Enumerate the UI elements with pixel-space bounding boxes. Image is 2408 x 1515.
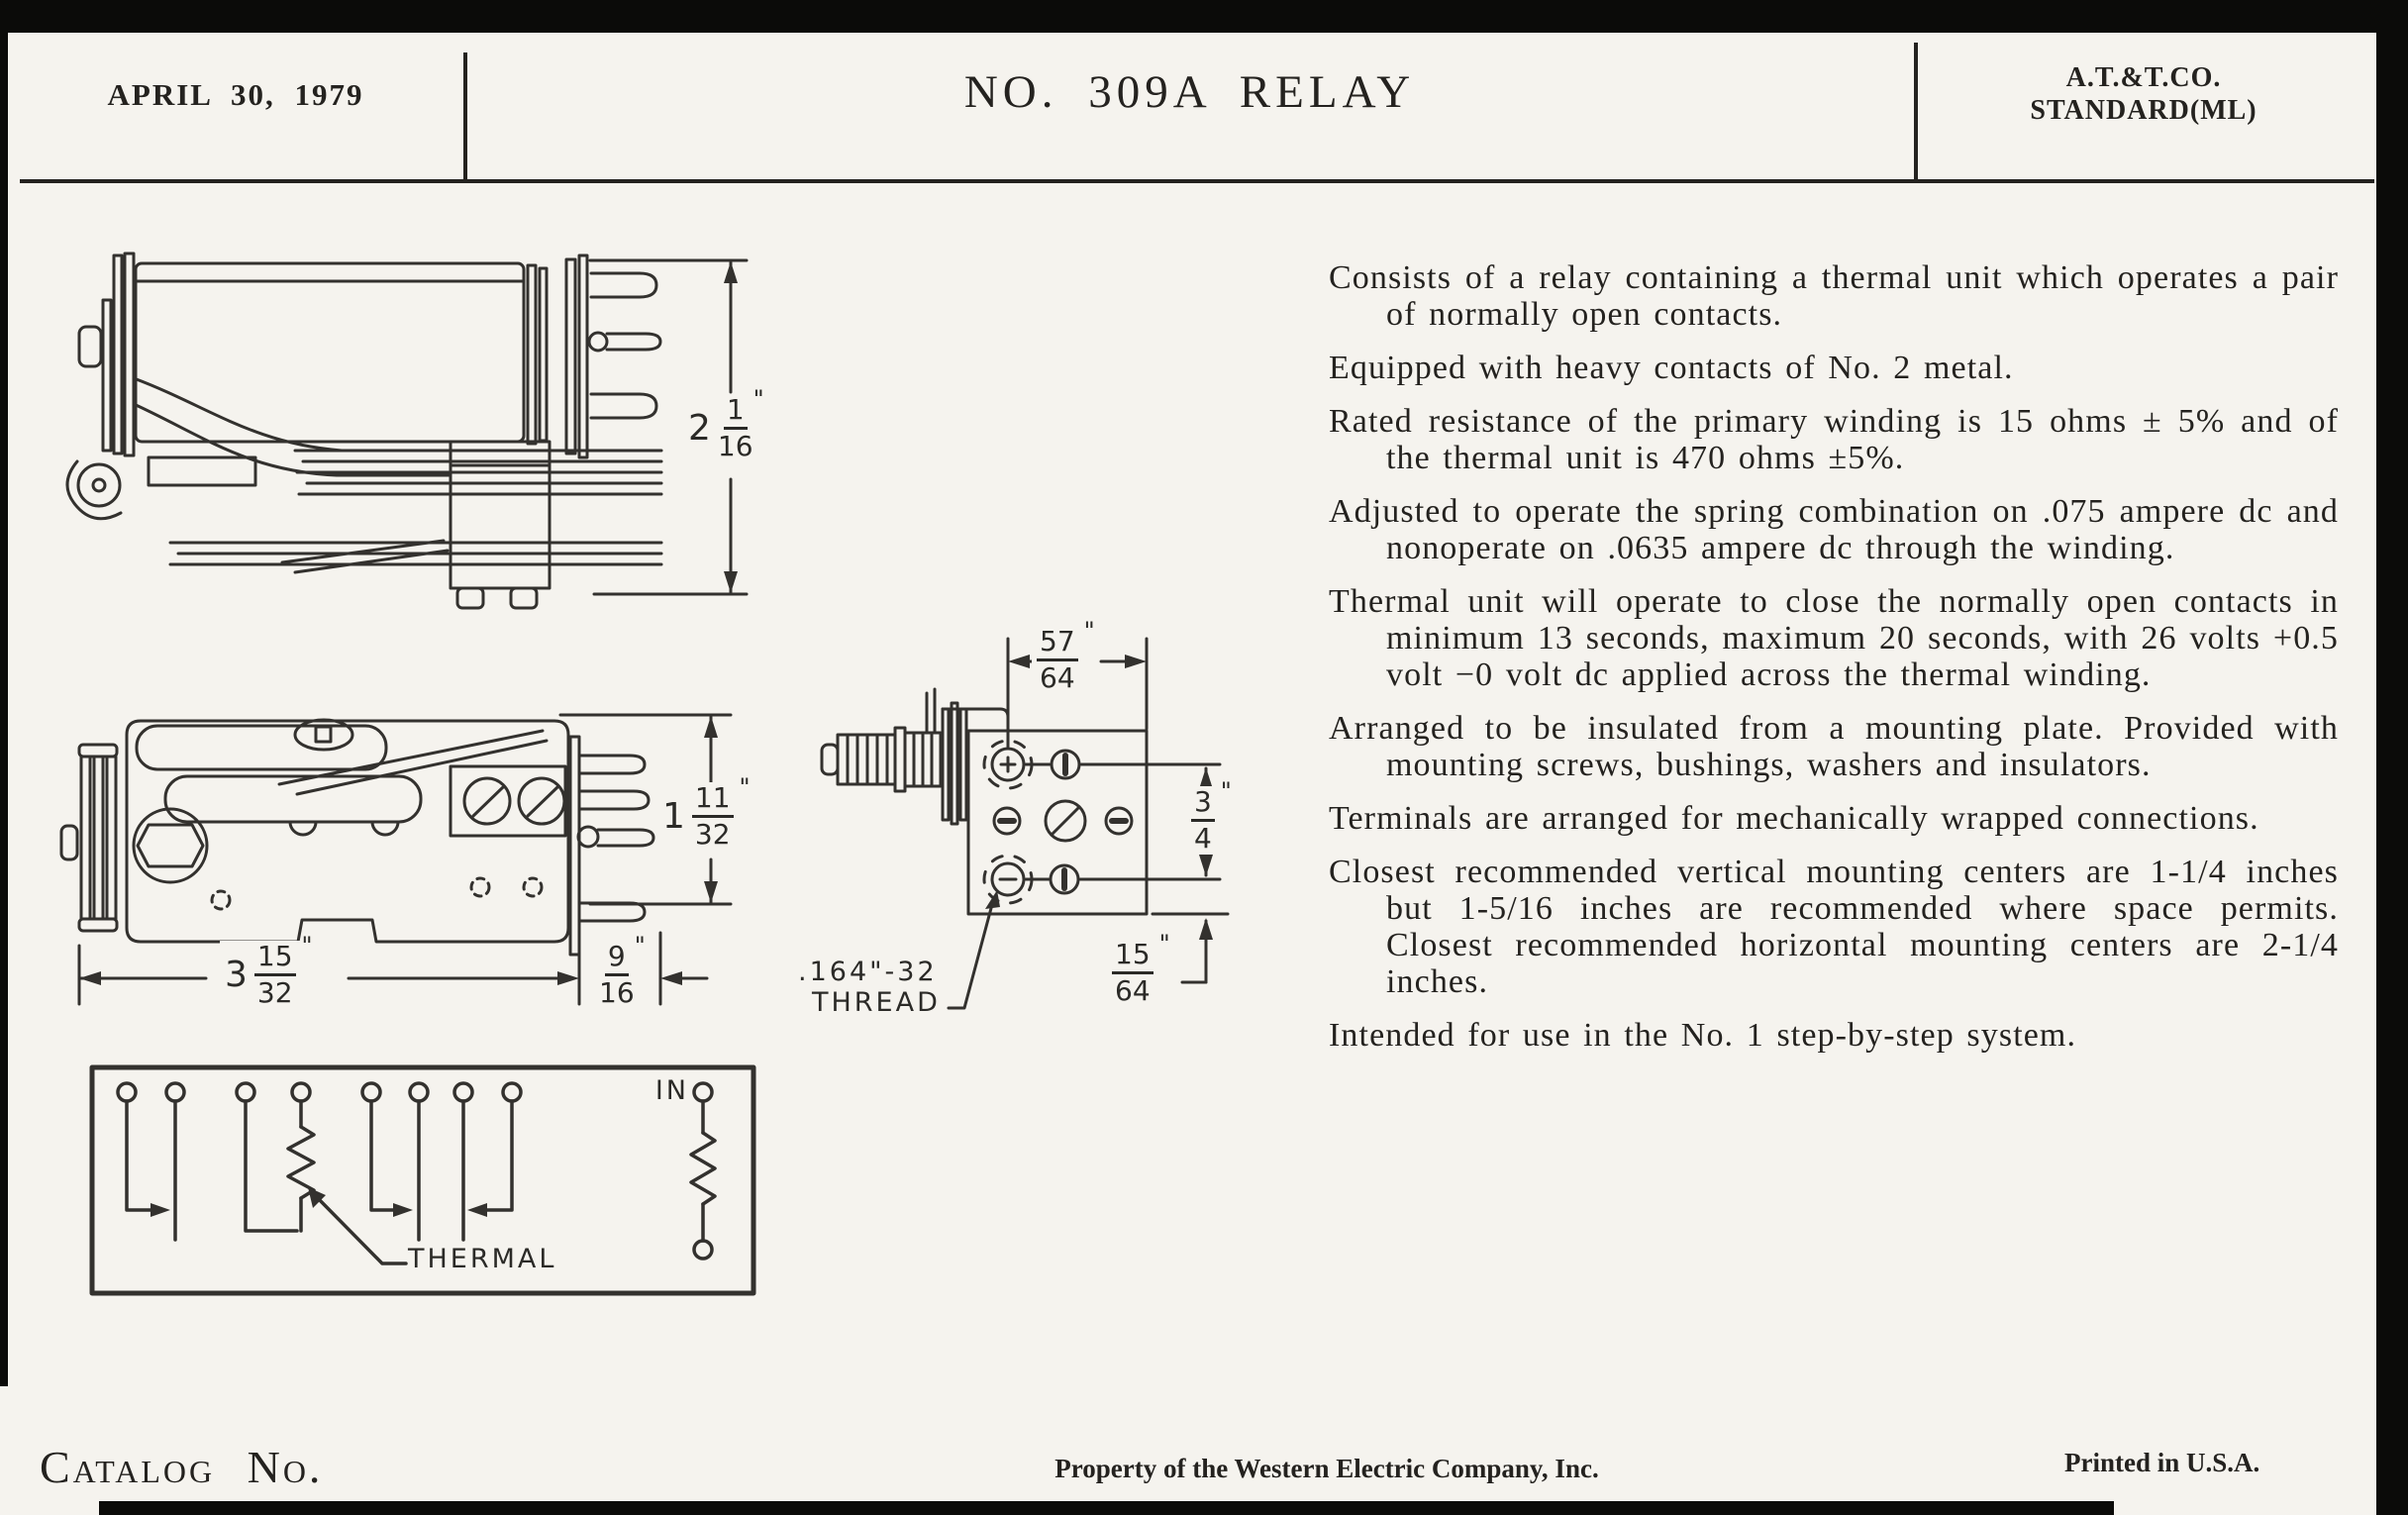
spec-paragraph: Arranged to be insulated from a mounting plate. Provided with mounting screws, bushings, washers and insulators. bbox=[1329, 710, 2339, 783]
inch-mark: " bbox=[1220, 777, 1232, 805]
thread-label bbox=[798, 957, 941, 1018]
dim-plan-offset bbox=[594, 932, 646, 1009]
dim-face-bottom bbox=[1107, 930, 1170, 1007]
spec-paragraph: Terminals are arranged for mechanically wrapped connections. bbox=[1329, 800, 2259, 837]
fraction: 15 " 64 bbox=[1112, 941, 1154, 1005]
spec-paragraph: Thermal unit will operate to close the normally open contacts in minimum 13 seconds, maximum 20 seconds, with 26 volts +0.5 volt −0 volt dc applied across the thermal winding. bbox=[1329, 583, 2339, 693]
fraction: 3 " 4 bbox=[1191, 788, 1215, 853]
inch-mark: " bbox=[739, 773, 751, 801]
spec-paragraph: Rated resistance of the primary winding is 15 ohms ± 5% and of the thermal unit is 470 ohms ±5%. bbox=[1329, 403, 2339, 476]
thermal-label: THERMAL bbox=[408, 1244, 557, 1274]
header-divider-left bbox=[463, 52, 467, 180]
spec-paragraph: Closest recommended vertical mounting centers are 1-1/4 inches but 1-5/16 inches are recommended where space permits. Closest recommended horizontal mounting centers are 2-1/4 inches. bbox=[1329, 854, 2339, 1000]
scan-bottom-edge bbox=[99, 1501, 2114, 1515]
header-rule bbox=[20, 179, 2374, 183]
header-divider-right bbox=[1914, 43, 1918, 180]
catalog-number-label: Catalog No. bbox=[40, 1442, 324, 1492]
schematic-arrowheads bbox=[150, 1187, 487, 1217]
spec-paragraph: Equipped with heavy contacts of No. 2 metal. bbox=[1329, 350, 2014, 386]
inch-mark: " bbox=[752, 385, 764, 413]
fraction: 11 " 32 bbox=[692, 784, 734, 849]
fraction: 1 " 16 bbox=[717, 385, 764, 462]
doc-title: NO. 309A RELAY bbox=[963, 66, 1416, 118]
dim-face-height bbox=[1186, 777, 1232, 855]
plan-view-drawing bbox=[54, 693, 837, 1030]
property-notice: Property of the Western Electric Company, Inc. bbox=[1054, 1454, 1599, 1483]
scan-edge-patch bbox=[0, 1386, 8, 1515]
dim-plan-height: 1 11 " 32 bbox=[657, 782, 739, 851]
inch-mark: " bbox=[1158, 930, 1170, 958]
doc-date: APRIL 30, 1979 bbox=[107, 77, 364, 112]
thread-label-line1: .164"-32 bbox=[798, 957, 938, 987]
spec-paragraph: Adjusted to operate the spring combination on .075 ampere dc and nonoperate on .0635 ampere dc through the winding. bbox=[1329, 493, 2339, 566]
in-label: IN bbox=[654, 1075, 689, 1106]
org-line2: STANDARD(ML) bbox=[2030, 95, 2258, 126]
inch-mark: " bbox=[634, 932, 646, 960]
org-line1: A.T.&T.CO. bbox=[2065, 62, 2222, 93]
spec-paragraph: Intended for use in the No. 1 step-by-step system. bbox=[1329, 1017, 2077, 1054]
spec-list bbox=[1329, 259, 2339, 1070]
dimension-arrowheads bbox=[985, 655, 1213, 940]
dim-face-width bbox=[1032, 617, 1095, 694]
inch-mark: " bbox=[1083, 617, 1095, 645]
inch-mark: " bbox=[301, 932, 313, 960]
dim-side-height: 2 1 " 16 bbox=[683, 394, 758, 462]
printed-in-usa-label: Printed in U.S.A. bbox=[2064, 1448, 2260, 1477]
dim-plan-width: 3 15 " 32 bbox=[220, 941, 301, 1009]
thread-label-line2: THREAD bbox=[812, 987, 941, 1018]
spec-paragraph: Consists of a relay containing a thermal unit which operates a pair of normally open contacts. bbox=[1329, 259, 2339, 333]
fraction: 57 " 64 bbox=[1037, 628, 1078, 692]
org-standard bbox=[1926, 61, 2361, 127]
fraction: 9 " 16 bbox=[599, 932, 646, 1009]
fraction: 15 " 32 bbox=[254, 943, 296, 1007]
